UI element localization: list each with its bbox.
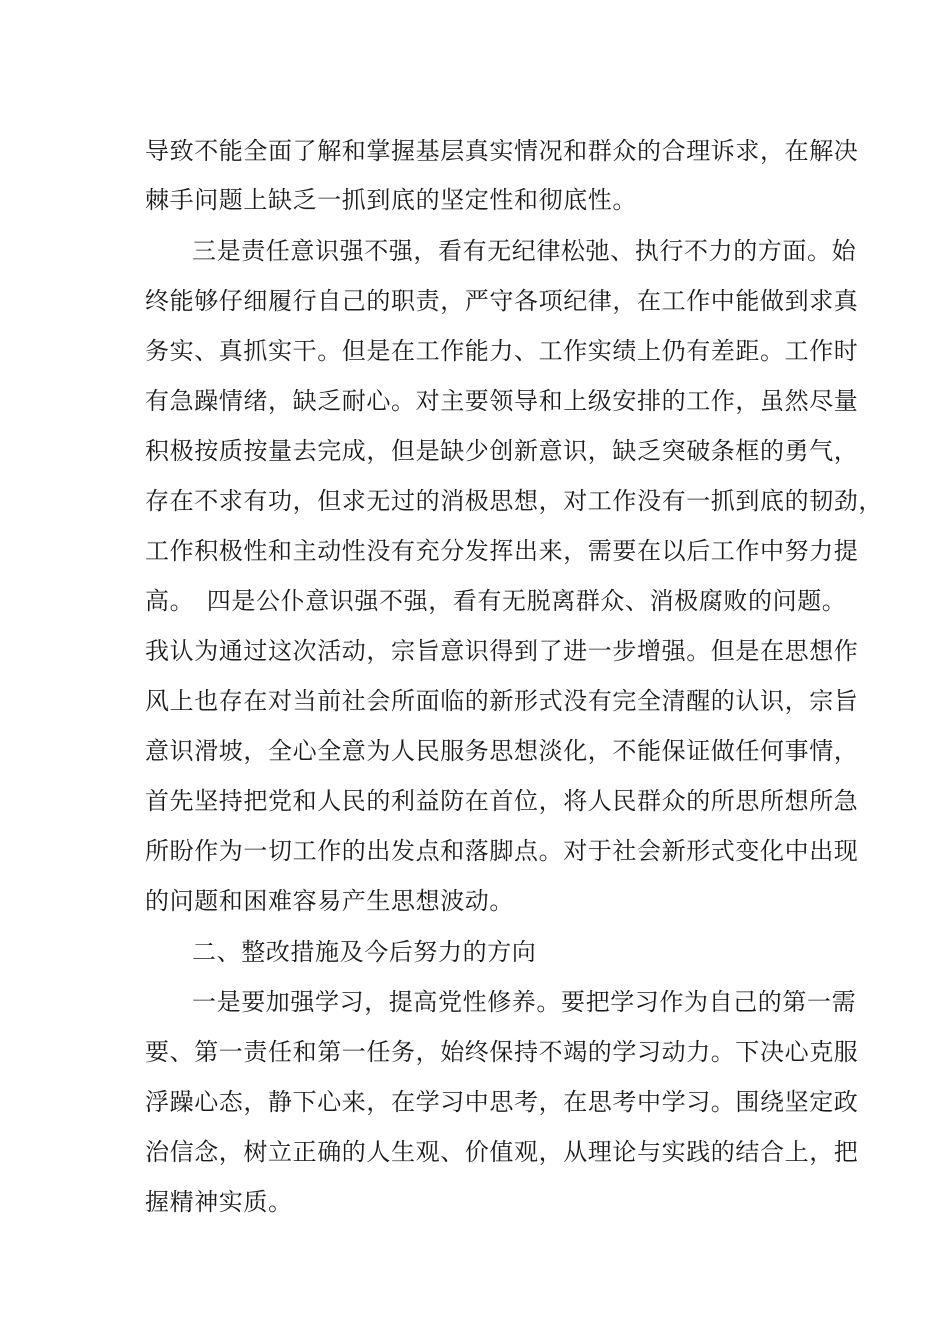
text-line: 积极按质按量去完成，但是缺少创新意识，缺乏突破条框的勇气， bbox=[145, 437, 859, 465]
paragraph-start: 三是责任意识强不强，看有无纪律松弛、执行不力的方面。始 bbox=[192, 237, 857, 265]
text-line: 棘手问题上缺乏一抓到底的坚定性和彻底性。 bbox=[145, 186, 637, 214]
text-line: 治信念，树立正确的人生观、价值观，从理论与实践的结合上，把 bbox=[145, 1138, 859, 1166]
text-line: 终能够仔细履行自己的职责，严守各项纪律，在工作中能做到求真 bbox=[145, 287, 859, 315]
text-line: 要、第一责任和第一任务，始终保持不竭的学习动力。下决心克服 bbox=[145, 1038, 859, 1066]
text-line: 风上也存在对当前社会所面临的新形式没有完全清醒的认识，宗旨 bbox=[145, 687, 859, 715]
text-line: 导致不能全面了解和掌握基层真实情况和群众的合理诉求，在解决 bbox=[145, 137, 859, 165]
text-line: 的问题和困难容易产生思想波动。 bbox=[145, 887, 514, 915]
text-line: 有急躁情绪，缺乏耐心。对主要领导和上级安排的工作，虽然尽量 bbox=[145, 387, 859, 415]
text-line: 我认为通过这次活动，宗旨意识得到了进一步增强。但是在思想作 bbox=[145, 637, 859, 665]
text-line: 务实、真抓实干。但是在工作能力、工作实绩上仍有差距。工作时 bbox=[145, 337, 859, 365]
text-line: 意识滑坡，全心全意为人民服务思想淡化，不能保证做任何事情， bbox=[145, 737, 859, 765]
text-line: 握精神实质。 bbox=[145, 1188, 293, 1216]
text-line: 浮躁心态，静下心来，在学习中思考，在思考中学习。围绕坚定政 bbox=[145, 1088, 859, 1116]
text-line: 高。 四是公仆意识强不强，看有无脱离群众、消极腐败的问题。 bbox=[145, 587, 847, 615]
text-line: 存在不求有功，但求无过的消极思想，对工作没有一抓到底的韧劲， bbox=[145, 487, 883, 515]
section-heading: 二、整改措施及今后努力的方向 bbox=[192, 938, 537, 966]
text-line: 工作积极性和主动性没有充分发挥出来，需要在以后工作中努力提 bbox=[145, 537, 859, 565]
paragraph-start: 一是要加强学习，提高党性修养。要把学习作为自己的第一需 bbox=[192, 988, 857, 1016]
text-line: 所盼作为一切工作的出发点和落脚点。对于社会新形式变化中出现 bbox=[145, 837, 859, 865]
text-line: 首先坚持把党和人民的利益防在首位，将人民群众的所思所想所急 bbox=[145, 787, 859, 815]
